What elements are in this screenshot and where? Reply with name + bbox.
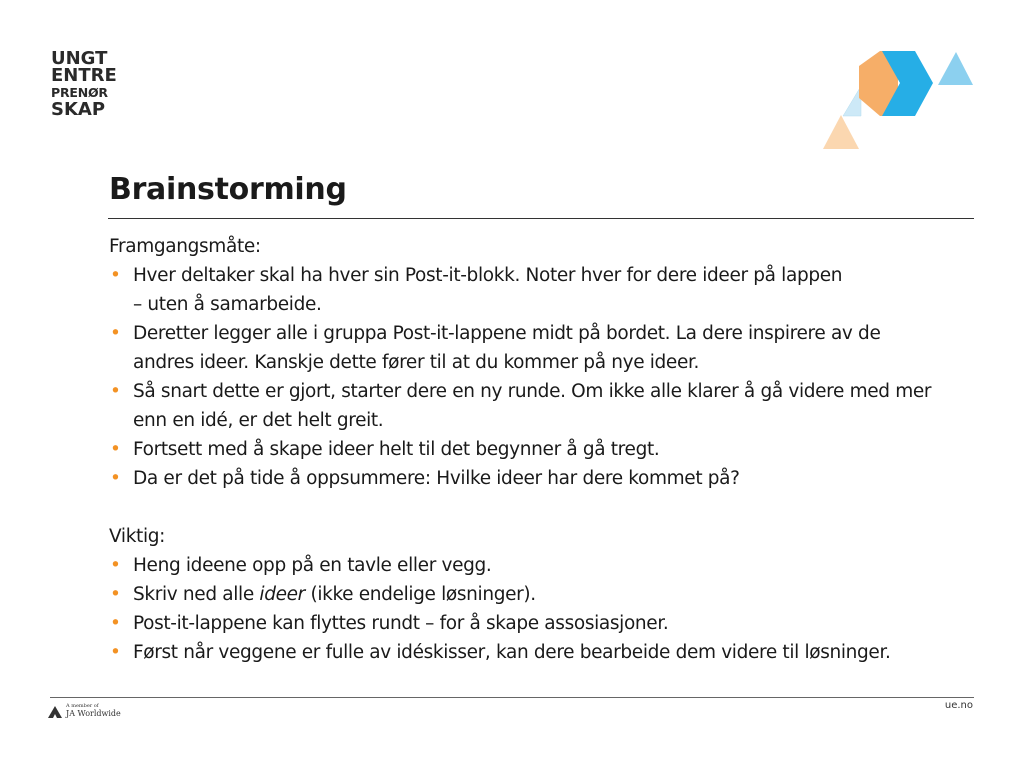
ungt-entreprenorskap-logo	[51, 50, 117, 118]
procedure-label: Framgangsmåte:	[109, 236, 261, 257]
logo-line: ENTRE	[51, 65, 117, 86]
procedure-list	[109, 261, 989, 493]
ja-triangle-icon	[48, 705, 62, 718]
list-item-text: Post-it-lappene kan flyttes rundt – for å skape assosiasjoner.	[133, 613, 669, 634]
bullet-icon: •	[110, 381, 121, 402]
bullet-icon: •	[110, 439, 121, 460]
important-label: Viktig:	[109, 526, 166, 547]
list-item-text: Først når veggene er fulle av idéskisser, kan dere bearbeide dem videre til løsninger.	[133, 642, 891, 663]
emphasis-text: ideer	[259, 584, 305, 605]
list-item-text: Heng ideene opp på en tavle eller vegg.	[133, 555, 492, 576]
list-item	[109, 435, 989, 464]
title-divider	[108, 218, 974, 219]
ja-worldwide-text: JA Worldwide	[66, 709, 121, 718]
list-item	[109, 464, 989, 493]
bullet-icon: •	[110, 468, 121, 489]
list-item	[109, 377, 989, 435]
list-item-text: enn en idé, er det helt greit.	[133, 410, 384, 431]
slide-content	[109, 232, 989, 667]
slide-title: Brainstorming	[109, 172, 347, 207]
list-item	[109, 580, 989, 609]
bullet-icon: •	[110, 323, 121, 344]
decorative-shapes	[818, 48, 978, 156]
list-item-text: Så snart dette er gjort, starter dere en ny runde. Om ikke alle klarer å gå videre med mer	[133, 381, 932, 402]
list-item-text: Da er det på tide å oppsummere: Hvilke ideer har dere kommet på?	[133, 468, 740, 489]
list-item-text: – uten å samarbeide.	[133, 294, 322, 315]
bullet-icon: •	[110, 584, 121, 605]
list-item	[109, 609, 989, 638]
bullet-icon: •	[110, 613, 121, 634]
list-item-text: Hver deltaker skal ha hver sin Post-it-blokk. Noter hver for dere ideer på lappen	[133, 265, 843, 286]
bullet-icon: •	[110, 265, 121, 286]
pale-blue-triangle	[843, 86, 861, 116]
geometric-graphic	[818, 48, 978, 152]
list-item	[109, 638, 989, 667]
important-list	[109, 551, 989, 667]
list-item-text: Skriv ned alle	[133, 584, 260, 605]
member-of-text: A member of	[66, 703, 99, 709]
bullet-icon: •	[110, 555, 121, 576]
list-item	[109, 319, 989, 377]
bullet-icon: •	[110, 642, 121, 663]
list-item-text: Fortsett med å skape ideer helt til det begynner å gå tregt.	[133, 439, 660, 460]
footer-divider	[50, 697, 974, 698]
list-item-text: andres ideer. Kanskje dette fører til at du kommer på nye ideer.	[133, 352, 700, 373]
peach-triangle	[823, 115, 859, 149]
ja-worldwide-logo	[48, 702, 121, 718]
light-blue-triangle	[938, 52, 973, 85]
list-item-text: Deretter legger alle i gruppa Post-it-lappene midt på bordet. La dere inspirere av de	[133, 323, 881, 344]
logo-line: PRENØR	[51, 85, 108, 100]
spacer	[109, 493, 989, 522]
list-item-text: (ikke endelige løsninger).	[304, 584, 536, 605]
list-item	[109, 261, 989, 319]
footer-url[interactable]: ue.no	[944, 700, 973, 711]
logo-line: SKAP	[51, 99, 106, 120]
list-item	[109, 551, 989, 580]
logo-line: UNGT	[51, 48, 108, 69]
